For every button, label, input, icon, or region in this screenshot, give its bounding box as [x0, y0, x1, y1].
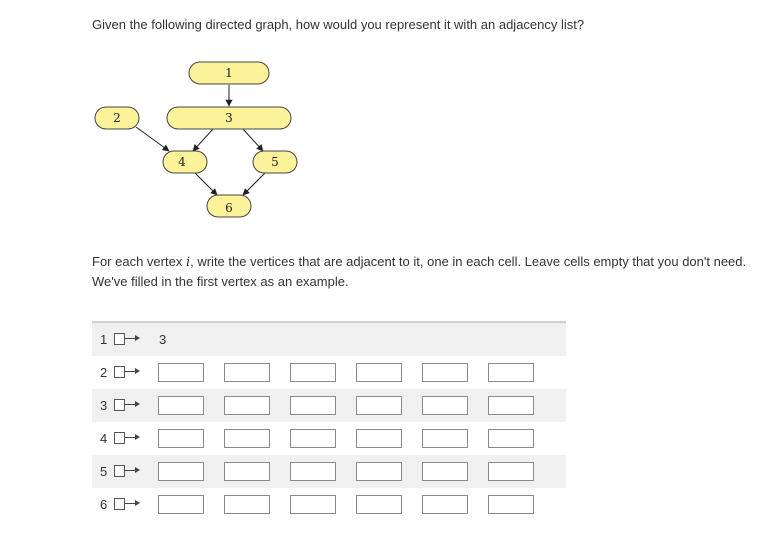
- graph-node-label: 6: [225, 201, 233, 215]
- adjacency-row-1: [92, 323, 566, 356]
- adjacency-cell-input[interactable]: [422, 495, 468, 514]
- example-adjacent-vertex: 3: [159, 332, 167, 347]
- list-head-box-icon: [114, 432, 125, 444]
- list-head-box-icon: [114, 498, 125, 510]
- vertex-label: 6: [100, 497, 108, 512]
- edge-5-6: [243, 172, 266, 195]
- adjacency-cell-input[interactable]: [488, 396, 534, 415]
- adjacency-list-table: [92, 321, 566, 521]
- adjacency-cell-input[interactable]: [290, 363, 336, 382]
- adjacency-cell-input[interactable]: [422, 429, 468, 448]
- vertex-label: 5: [100, 464, 108, 479]
- adjacency-cell-input[interactable]: [224, 363, 270, 382]
- adjacency-cell-input[interactable]: [356, 495, 402, 514]
- list-head-box-icon: [114, 465, 125, 477]
- graph-node-1: [189, 62, 269, 84]
- adjacency-cell-input[interactable]: [422, 396, 468, 415]
- right-arrow-icon: [125, 503, 141, 505]
- adjacency-cell-input[interactable]: [356, 429, 402, 448]
- adjacency-cell-input[interactable]: [356, 396, 402, 415]
- question-prompt: Given the following directed graph, how would you represent it with an adjacency list?: [92, 17, 585, 32]
- adjacency-row-2: [92, 356, 566, 389]
- adjacency-cell-input[interactable]: [290, 396, 336, 415]
- vertex-label: 4: [100, 431, 108, 446]
- vertex-label: 2: [100, 365, 108, 380]
- graph-node-5: [253, 151, 297, 173]
- vertex-variable: i: [185, 255, 191, 270]
- edge-3-4: [193, 129, 213, 151]
- vertex-label: 1: [100, 332, 108, 347]
- graph-node-label: 4: [178, 155, 186, 169]
- right-arrow-icon: [125, 338, 141, 340]
- right-arrow-icon: [125, 470, 141, 472]
- list-head-box-icon: [114, 366, 125, 378]
- list-head-box-icon: [114, 399, 125, 411]
- graph-node-4: [163, 151, 207, 173]
- graph-node-label: 2: [113, 111, 121, 125]
- adjacency-cell-input[interactable]: [488, 363, 534, 382]
- adjacency-row-3: [92, 389, 566, 422]
- adjacency-cell-input[interactable]: [224, 462, 270, 481]
- adjacency-row-4: [92, 422, 566, 455]
- adjacency-cell-input[interactable]: [356, 462, 402, 481]
- adjacency-cell-input[interactable]: [158, 462, 204, 481]
- adjacency-cell-input[interactable]: [488, 462, 534, 481]
- right-arrow-icon: [125, 371, 141, 373]
- adjacency-cell-input[interactable]: [422, 462, 468, 481]
- adjacency-cell-input[interactable]: [158, 495, 204, 514]
- adjacency-cell-input[interactable]: [158, 429, 204, 448]
- right-arrow-icon: [125, 404, 141, 406]
- adjacency-cell-input[interactable]: [290, 495, 336, 514]
- adjacency-cell-input[interactable]: [356, 363, 402, 382]
- edge-2-4: [136, 127, 169, 151]
- vertex-label: 3: [100, 398, 108, 413]
- edge-3-5: [243, 129, 263, 151]
- graph-node-label: 1: [225, 66, 233, 80]
- edge-4-6: [194, 172, 217, 195]
- list-head-box-icon: [114, 333, 125, 345]
- adjacency-cell-input[interactable]: [290, 429, 336, 448]
- adjacency-cell-input[interactable]: [488, 429, 534, 448]
- directed-graph: [0, 0, 770, 240]
- graph-node-6: [207, 195, 251, 217]
- adjacency-cell-input[interactable]: [224, 429, 270, 448]
- adjacency-cell-input[interactable]: [488, 495, 534, 514]
- right-arrow-icon: [125, 437, 141, 439]
- adjacency-row-6: [92, 488, 566, 521]
- graph-node-label: 3: [225, 111, 233, 125]
- graph-node-label: 5: [271, 155, 279, 169]
- adjacency-cell-input[interactable]: [422, 363, 468, 382]
- adjacency-row-5: [92, 455, 566, 488]
- graph-node-3: [167, 107, 291, 129]
- adjacency-cell-input[interactable]: [224, 396, 270, 415]
- adjacency-cell-input[interactable]: [290, 462, 336, 481]
- adjacency-cell-input[interactable]: [158, 396, 204, 415]
- graph-node-2: [95, 107, 139, 129]
- instructions-text: For each vertex i, write the vertices that are adjacent to it, one in each cell. Leave cells empty that you don't need. We've filled in the first vertex as an example.: [92, 254, 747, 289]
- adjacency-cell-input[interactable]: [224, 495, 270, 514]
- adjacency-cell-input[interactable]: [158, 363, 204, 382]
